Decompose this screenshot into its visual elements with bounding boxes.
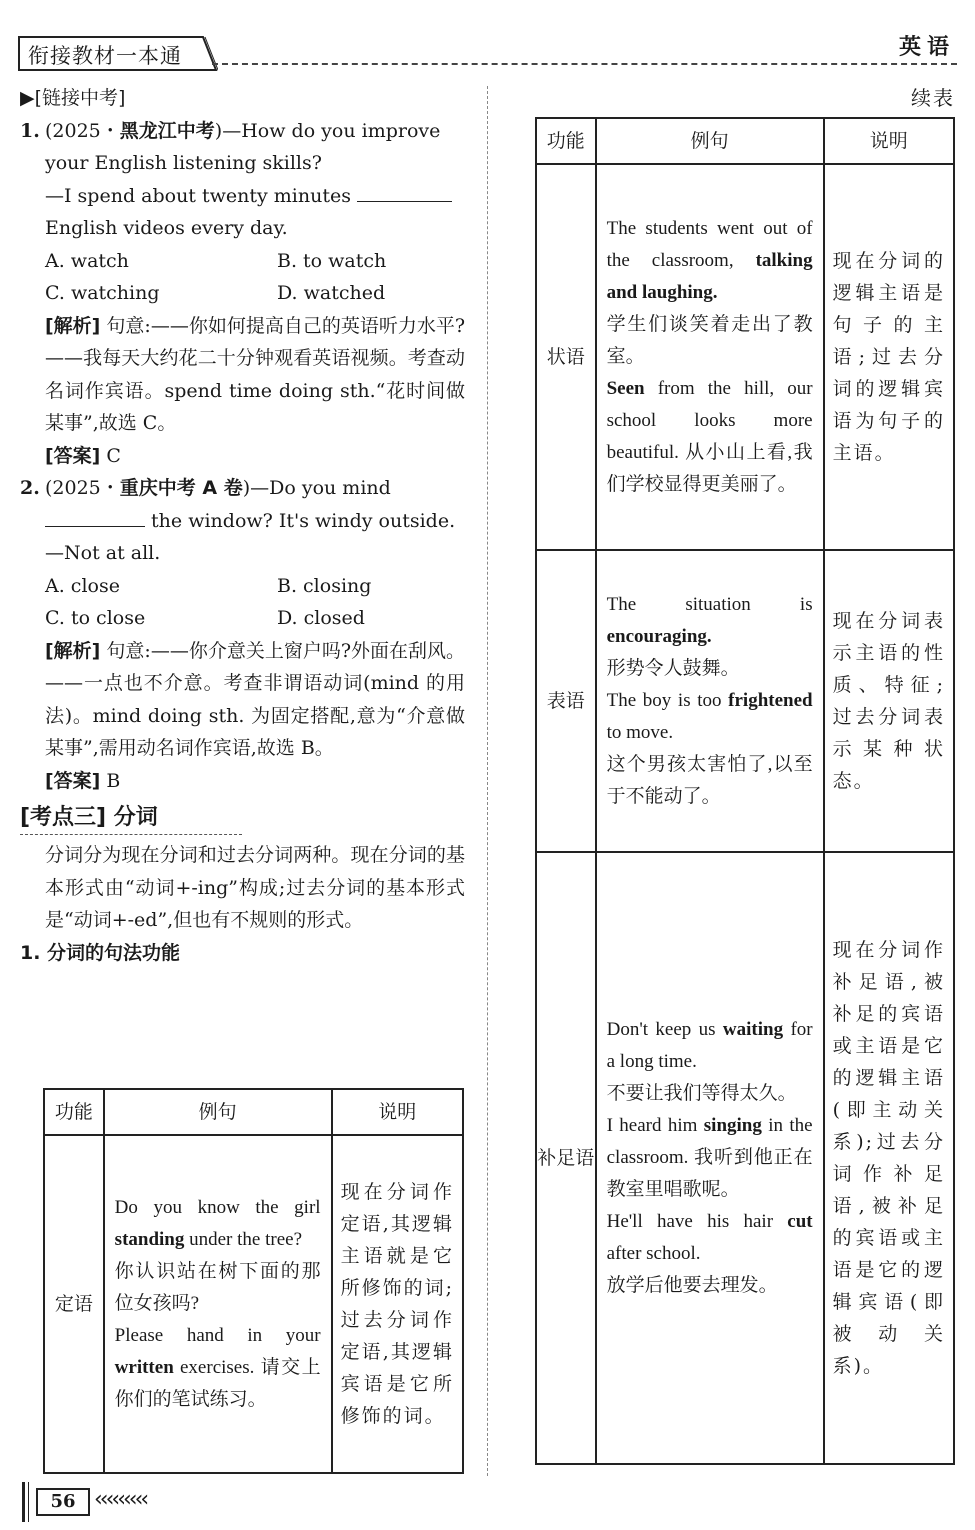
example-line	[607, 309, 813, 373]
example-cell	[596, 550, 824, 852]
options-1	[20, 245, 465, 310]
example-line	[607, 213, 813, 309]
arrow-decoration-icon: ‹‹‹‹‹‹‹‹‹	[94, 1487, 147, 1512]
option: C. watching	[45, 282, 160, 304]
question-2	[20, 472, 465, 570]
kaodian-heading: [考点三] 分词	[20, 801, 242, 835]
example-keyword: frightened	[728, 690, 813, 711]
example-keyword: singing	[703, 1115, 762, 1136]
example-line	[607, 1078, 813, 1110]
option: D. watched	[277, 282, 386, 304]
question-stem: the window? It's windy outside.	[151, 509, 456, 532]
answer-text: C	[106, 444, 121, 467]
example-line	[115, 1256, 321, 1320]
table-row	[536, 852, 954, 1464]
function-cell: 状语	[536, 164, 596, 550]
analysis-text: 句意:——你介意关上窗户吗?外面在刮风。——一点也不介意。考查非谓语动词(mind 的用法)。mind doing sth. 为固定搭配,意为“介意做某事”,需用动名词作宾语,故选 B。	[45, 639, 466, 759]
example-text: The boy is too	[606, 690, 729, 711]
answer-blank	[45, 507, 145, 527]
analysis-tag: [解析]	[45, 639, 101, 662]
example-text: for a long time.	[606, 1019, 813, 1072]
example-text: under the tree?	[184, 1229, 303, 1250]
example-cell	[596, 164, 824, 550]
footer-bar	[22, 1482, 25, 1522]
example-cell	[596, 852, 824, 1464]
example-line	[607, 589, 813, 653]
analysis-2	[20, 635, 465, 765]
book-title-tab	[18, 36, 213, 70]
book-title: 衔接教材一本通	[28, 44, 182, 68]
answer-text: B	[106, 769, 121, 792]
example-keyword: waiting	[722, 1019, 784, 1040]
option: A. watch	[45, 249, 129, 272]
example-keyword: talking and laughing.	[606, 250, 813, 303]
example-keyword: standing	[114, 1229, 185, 1250]
header-cell: 功能	[44, 1089, 104, 1135]
header-cell: 例句	[596, 118, 824, 164]
page-number: 56	[36, 1488, 90, 1516]
analysis-tag: [解析]	[45, 314, 101, 337]
example-text: The students went out of the classroom,	[606, 218, 813, 271]
source-open: (2025・	[45, 477, 120, 499]
question-1	[20, 115, 465, 245]
analysis-text: 句意:——你如何提高自己的英语听力水平?——我每天大约花二十分钟观看英语视频。考查动名词作宾语。spend time doing sth.“花时间做某事”,故选 C。	[45, 314, 466, 434]
example-text: 不要让我们等得太久。	[606, 1083, 797, 1104]
example-text: Don't keep us	[606, 1019, 723, 1040]
subheading: 1. 分词的句法功能	[20, 941, 181, 964]
option: C. to close	[45, 607, 146, 629]
example-text: 形势令人鼓舞。	[606, 658, 740, 679]
subject-label: 英语	[898, 35, 955, 60]
table-header-row	[536, 118, 954, 164]
example-line	[607, 749, 813, 813]
example-line	[607, 373, 813, 501]
example-line	[607, 653, 813, 685]
header-cell: 例句	[104, 1089, 332, 1135]
continued-label: 续表	[911, 86, 955, 110]
note-cell: 现在分词的逻辑主语是句子的主语;过去分词的逻辑宾语为句子的主语。	[824, 164, 954, 550]
option: D. closed	[277, 607, 365, 629]
answer-2	[20, 765, 465, 798]
options-2	[20, 570, 465, 635]
question-stem: —I spend about twenty minutes	[45, 184, 351, 207]
analysis-1	[20, 310, 465, 440]
left-column	[20, 82, 465, 969]
example-line	[607, 1110, 813, 1206]
answer-tag: [答案]	[45, 769, 101, 792]
example-text: 学生们谈笑着走出了教室。	[606, 314, 813, 367]
source-close: )	[214, 119, 223, 142]
table-row	[536, 550, 954, 852]
example-text: after school.	[606, 1243, 701, 1264]
question-stem: English videos every day.	[45, 217, 288, 239]
column-divider	[487, 86, 488, 1476]
header-cell: 说明	[332, 1089, 463, 1135]
example-text: to move.	[606, 722, 674, 743]
option: B. to watch	[277, 249, 387, 272]
example-keyword: written	[114, 1357, 174, 1378]
note-cell: 现在分词作定语,其逻辑主语就是它所修饰的词;过去分词作定语,其逻辑宾语是它所修饰的词。	[332, 1135, 463, 1473]
function-cell: 定语	[44, 1135, 104, 1473]
note-cell: 现在分词表示主语的性质、特征;过去分词表示某种状态。	[824, 550, 954, 852]
example-line	[115, 1320, 321, 1416]
answer-1	[20, 440, 465, 473]
example-text: Please hand in your	[114, 1325, 321, 1346]
footer-bar-thin	[28, 1482, 29, 1522]
source-name: 重庆中考 A 卷	[119, 477, 243, 499]
example-keyword: Seen	[606, 378, 645, 399]
example-text: 你认识站在树下面的那位女孩吗?	[114, 1261, 321, 1314]
question-number: 1.	[20, 119, 40, 142]
question-stem: —Not at all.	[45, 542, 161, 564]
option: A. close	[45, 574, 120, 597]
section-link-heading: ▶[链接中考]	[20, 87, 126, 109]
example-line	[115, 1192, 321, 1256]
answer-tag: [答案]	[45, 444, 101, 467]
example-line	[607, 1206, 813, 1270]
intro-paragraph: 分词分为现在分词和过去分词两种。现在分词的基本形式由“动词+-ing”构成;过去分词的基本形式是“动词+-ed”,但也有不规则的形式。	[45, 844, 465, 931]
example-keyword: encouraging.	[606, 626, 712, 647]
example-line	[607, 685, 813, 749]
source-close: )	[242, 477, 251, 499]
participle-table-part2	[535, 117, 955, 1465]
header-cell: 功能	[536, 118, 596, 164]
example-cell	[104, 1135, 332, 1473]
table-row	[44, 1135, 463, 1473]
answer-blank	[357, 182, 452, 202]
example-text: exercises. 请交上你们的笔试练习。	[114, 1357, 321, 1410]
example-text: He'll have his hair	[606, 1211, 788, 1232]
example-text: 这个男孩太害怕了,以至于不能动了。	[606, 754, 813, 807]
header-dashed-rule	[212, 63, 957, 65]
example-text: Do you know the girl	[114, 1197, 321, 1218]
example-text: The situation is	[606, 594, 813, 615]
source-open: (2025・	[45, 119, 120, 142]
table-row	[536, 164, 954, 550]
note-cell: 现在分词作补足语,被补足的宾语或主语是它的逻辑主语(即主动关系);过去分词作补足语,被补足的宾语或主语是它的逻辑宾语(即被动关系)。	[824, 852, 954, 1464]
question-stem: —How do you improve your English listening skills?	[45, 119, 441, 174]
header-cell: 说明	[824, 118, 954, 164]
function-cell: 表语	[536, 550, 596, 852]
question-stem: —Do you mind	[250, 477, 391, 499]
example-text: from the hill, our school looks more beautiful. 从小山上看,我们学校显得更美丽了。	[606, 378, 813, 495]
example-text: I heard him	[606, 1115, 704, 1136]
question-number: 2.	[20, 477, 40, 499]
source-name: 黑龙江中考	[119, 119, 215, 142]
example-text: in the classroom. 我听到他正在教室里唱歌呢。	[606, 1115, 813, 1200]
function-cell: 补足语	[536, 852, 596, 1464]
example-text: 放学后他要去理发。	[606, 1275, 778, 1296]
example-line	[607, 1014, 813, 1078]
participle-table-part1	[43, 1088, 464, 1474]
example-keyword: cut	[787, 1211, 813, 1232]
table-header-row	[44, 1089, 463, 1135]
example-line	[607, 1270, 813, 1302]
option: B. closing	[277, 574, 372, 597]
